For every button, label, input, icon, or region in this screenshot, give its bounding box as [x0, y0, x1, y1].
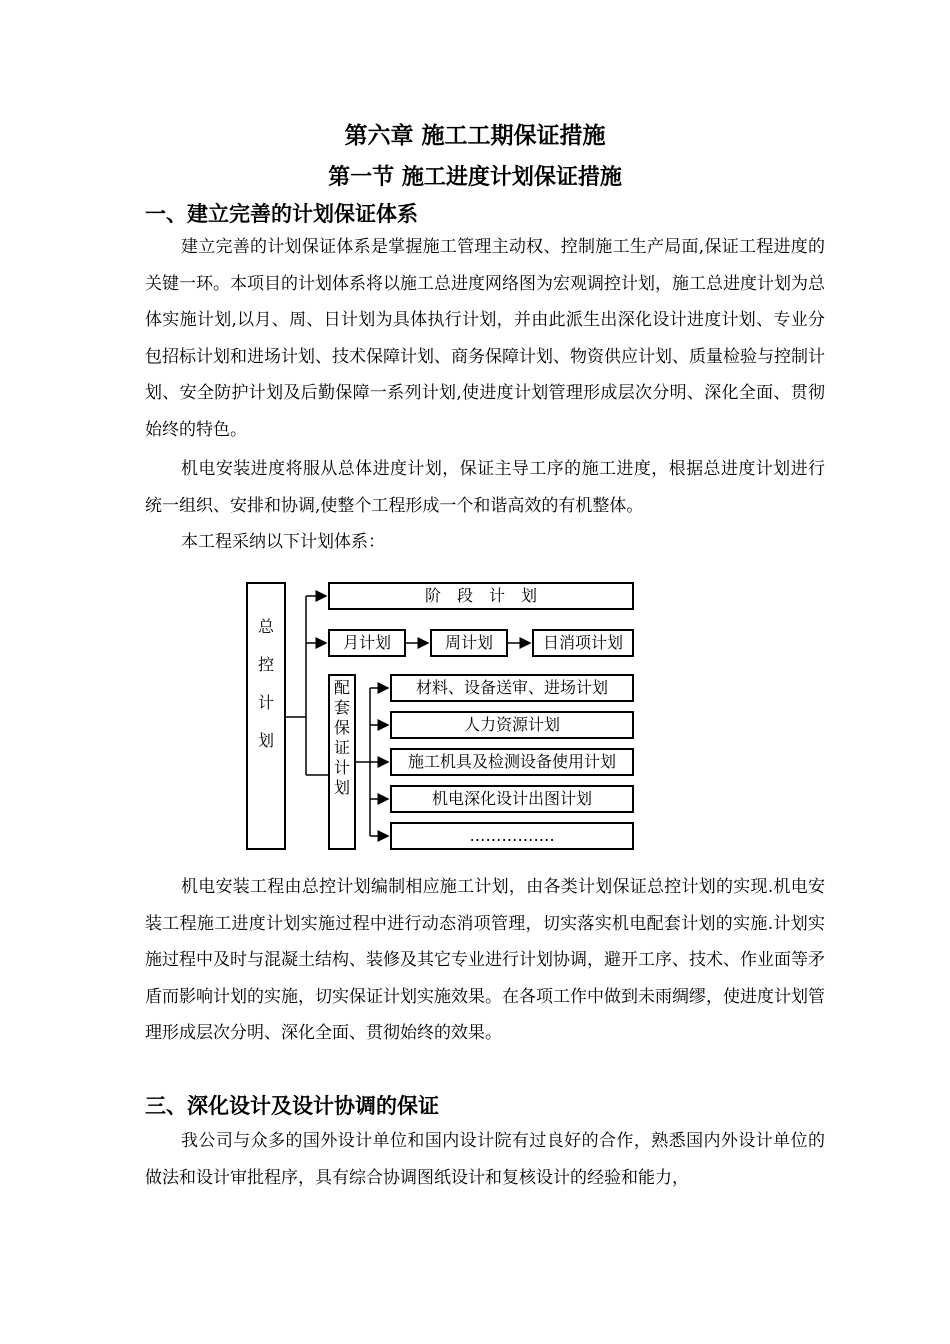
day-plan-box: 日消项计划 — [532, 629, 634, 657]
support-char: 证 — [333, 738, 350, 757]
paragraph-2: 机电安装进度将服从总体进度计划，保证主导工序的施工进度，根据总进度计划进行统一组织、安排和协调,使整个工程形成一个和谐高效的有机整体。 — [145, 459, 825, 516]
month-plan-box: 月计划 — [328, 629, 406, 657]
master-char: 计 — [257, 693, 274, 712]
master-char: 控 — [257, 655, 274, 674]
master-char: 总 — [257, 617, 274, 636]
paragraph-4: 机电安装工程由总控计划编制相应施工计划，由各类计划保证总控计划的实现.机电安装工程施工进度计划实施过程中进行动态消项管理，切实落实机电配套计划的实施.计划实施过程中及时与混凝土结构、装修及其它专业进行计划协调，避开工序、技术、作业面等矛盾而影响计划的实施，切实保证计划实施效果。在各项工作中做到未雨绸缪，使进度计划管理形成层次分明、深化全面、贯彻始终的效果。 — [145, 877, 825, 1043]
master-char: 划 — [257, 731, 274, 750]
support-item-ellipsis: ……………. — [390, 822, 634, 850]
support-char: 配 — [333, 678, 350, 697]
support-item-machinery: 施工机具及检测设备使用计划 — [390, 748, 634, 776]
paragraph-1: 建立完善的计划保证体系是掌握施工管理主动权、控制施工生产局面,保证工程进度的关键一环。本项目的计划体系将以施工总进度网络图为宏观调控计划，施工总进度计划为总体实施计划,以月、周、日计划为具体执行计划，并由此派生出深化设计进度计划、专业分包招标计划和进场计划、技术保障计划、商务保障计划、物资供应计划、质量检验与控制计划、安全防护计划及后勤保障一系列计划,使进度计划管理形成层次分明、深化全面、贯彻始终的特色。 — [145, 237, 825, 440]
support-char: 套 — [333, 698, 350, 717]
support-plan-box — [328, 674, 356, 850]
paragraph-5: 我公司与众多的国外设计单位和国内设计院有过良好的合作，熟悉国内外设计单位的做法和设计审批程序，具有综合协调图纸设计和复核设计的经验和能力， — [145, 1131, 825, 1188]
stage-plan-box: 阶 段 计 划 — [328, 582, 634, 610]
paragraph-3: 本工程采纳以下计划体系： — [181, 532, 385, 552]
master-plan-box — [246, 582, 286, 850]
support-char: 计 — [333, 758, 350, 777]
support-item-design-drawings: 机电深化设计出图计划 — [390, 785, 634, 813]
week-plan-box: 周计划 — [430, 629, 508, 657]
support-item-materials: 材料、设备送审、进场计划 — [390, 674, 634, 702]
section-title: 第一节 施工进度计划保证措施 — [328, 165, 622, 190]
heading-1: 一、建立完善的计划保证体系 — [145, 202, 418, 226]
heading-3: 三、深化设计及设计协调的保证 — [145, 1094, 439, 1118]
support-char: 划 — [333, 778, 350, 797]
chapter-title: 第六章 施工工期保证措施 — [344, 123, 606, 149]
support-char: 保 — [333, 718, 350, 737]
support-item-manpower: 人力资源计划 — [390, 711, 634, 739]
